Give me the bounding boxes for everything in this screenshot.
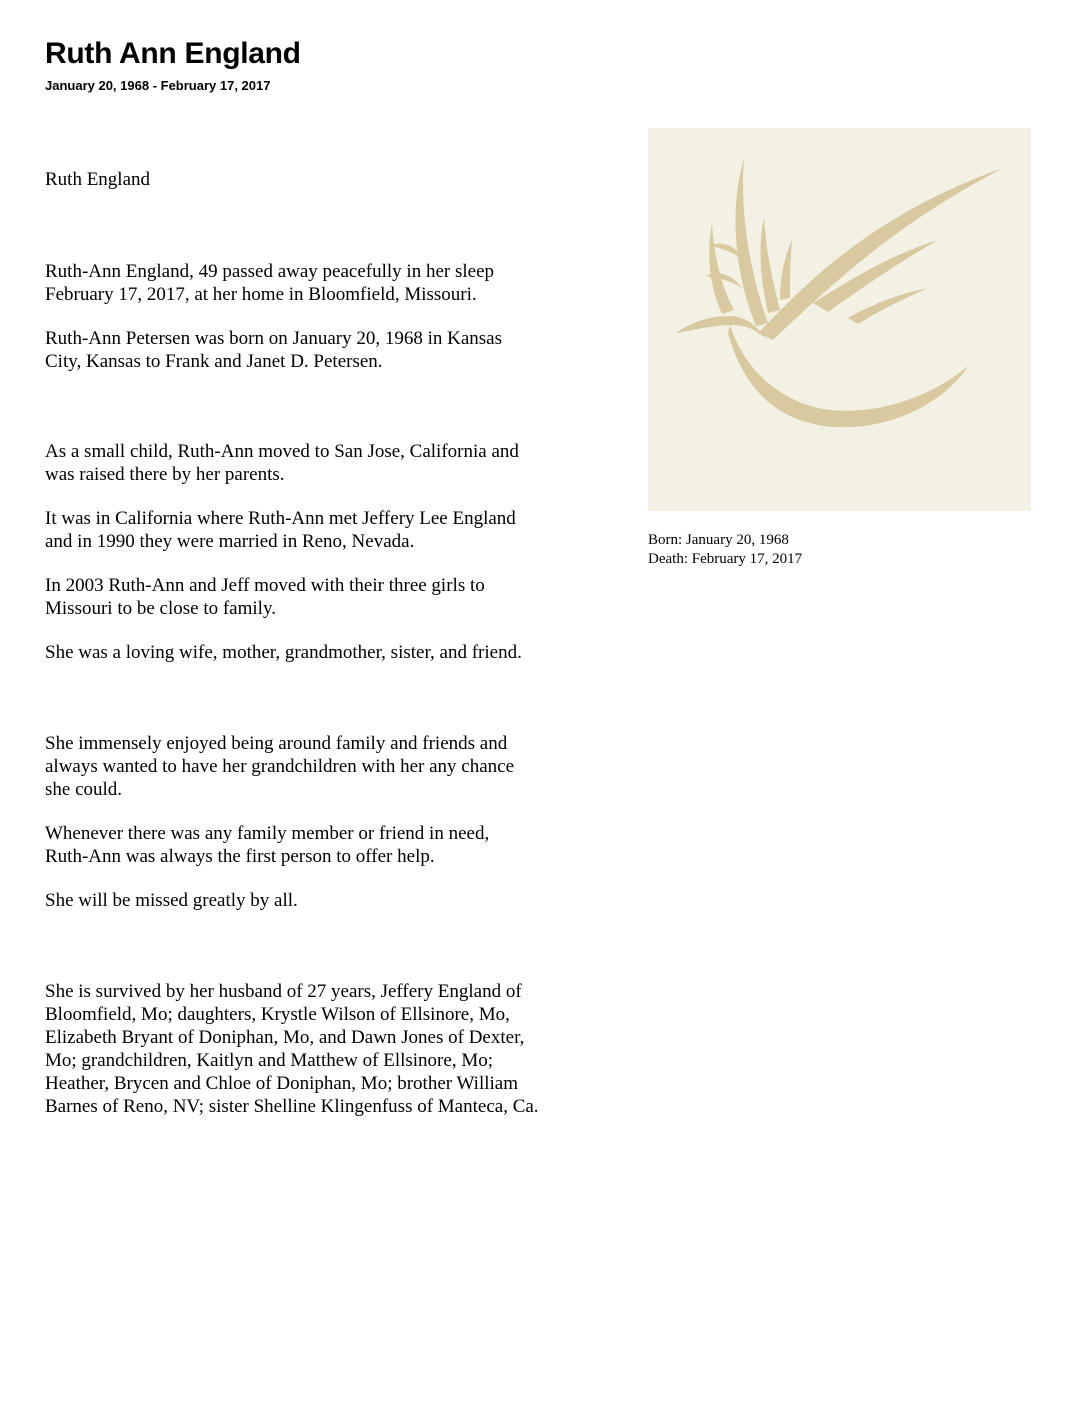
obituary-paragraph: She is survived by her husband of 27 years, Jeffery England of Bloomfield, Mo; daughters, Krystle Wilson of Ellsinore, Mo, Elizabeth Bryant of Doniphan, Mo, and Dawn Jones of Dexter, Mo; grandchildren, Kaitlyn and Matthew of Ellsinore, Mo; Heather, Brycen and Chloe of Doniphan, Mo; brother William Barnes of Reno, NV; sister Shelline Klingenfuss of Manteca, Ca. <box>45 981 539 1117</box>
obituary-paragraph: Whenever there was any family member or friend in need, Ruth-Ann was always the first person to offer help. <box>45 823 490 867</box>
obituary-paragraph: It was in California where Ruth-Ann met Jeffery Lee England and in 1990 they were married in Reno, Nevada. <box>45 508 516 552</box>
sidebar-dates <box>648 531 1031 569</box>
born-date: Born: January 20, 1968 <box>648 532 789 548</box>
obituary-paragraph: She immensely enjoyed being around family and friends and always wanted to have her grandchildren with her any chance she could. <box>45 733 514 800</box>
obituary-body <box>45 168 615 1118</box>
obituary-paragraph: In 2003 Ruth-Ann and Jeff moved with their three girls to Missouri to be close to family. <box>45 575 485 619</box>
obituary-paragraph: Ruth England <box>45 169 151 190</box>
obituary-paragraph: She will be missed greatly by all. <box>45 890 298 911</box>
page-title: Ruth Ann England <box>45 37 301 70</box>
death-date: Death: February 17, 2017 <box>648 551 803 567</box>
obituary-paragraph: She was a loving wife, mother, grandmother, sister, and friend. <box>45 642 522 663</box>
obituary-sidebar <box>648 128 1031 569</box>
dove-image <box>648 128 1031 511</box>
obituary-paragraph: Ruth-Ann England, 49 passed away peacefully in her sleep February 17, 2017, at her home in Bloomfield, Missouri. <box>45 261 495 305</box>
obituary-paragraph: As a small child, Ruth-Ann moved to San Jose, California and was raised there by her parents. <box>45 441 519 485</box>
life-dates: January 20, 1968 - February 17, 2017 <box>45 78 271 93</box>
obituary-paragraph: Ruth-Ann Petersen was born on January 20, 1968 in Kansas City, Kansas to Frank and Janet D. Petersen. <box>45 328 502 372</box>
dove-icon <box>648 128 1031 511</box>
obituary-header <box>45 36 301 95</box>
